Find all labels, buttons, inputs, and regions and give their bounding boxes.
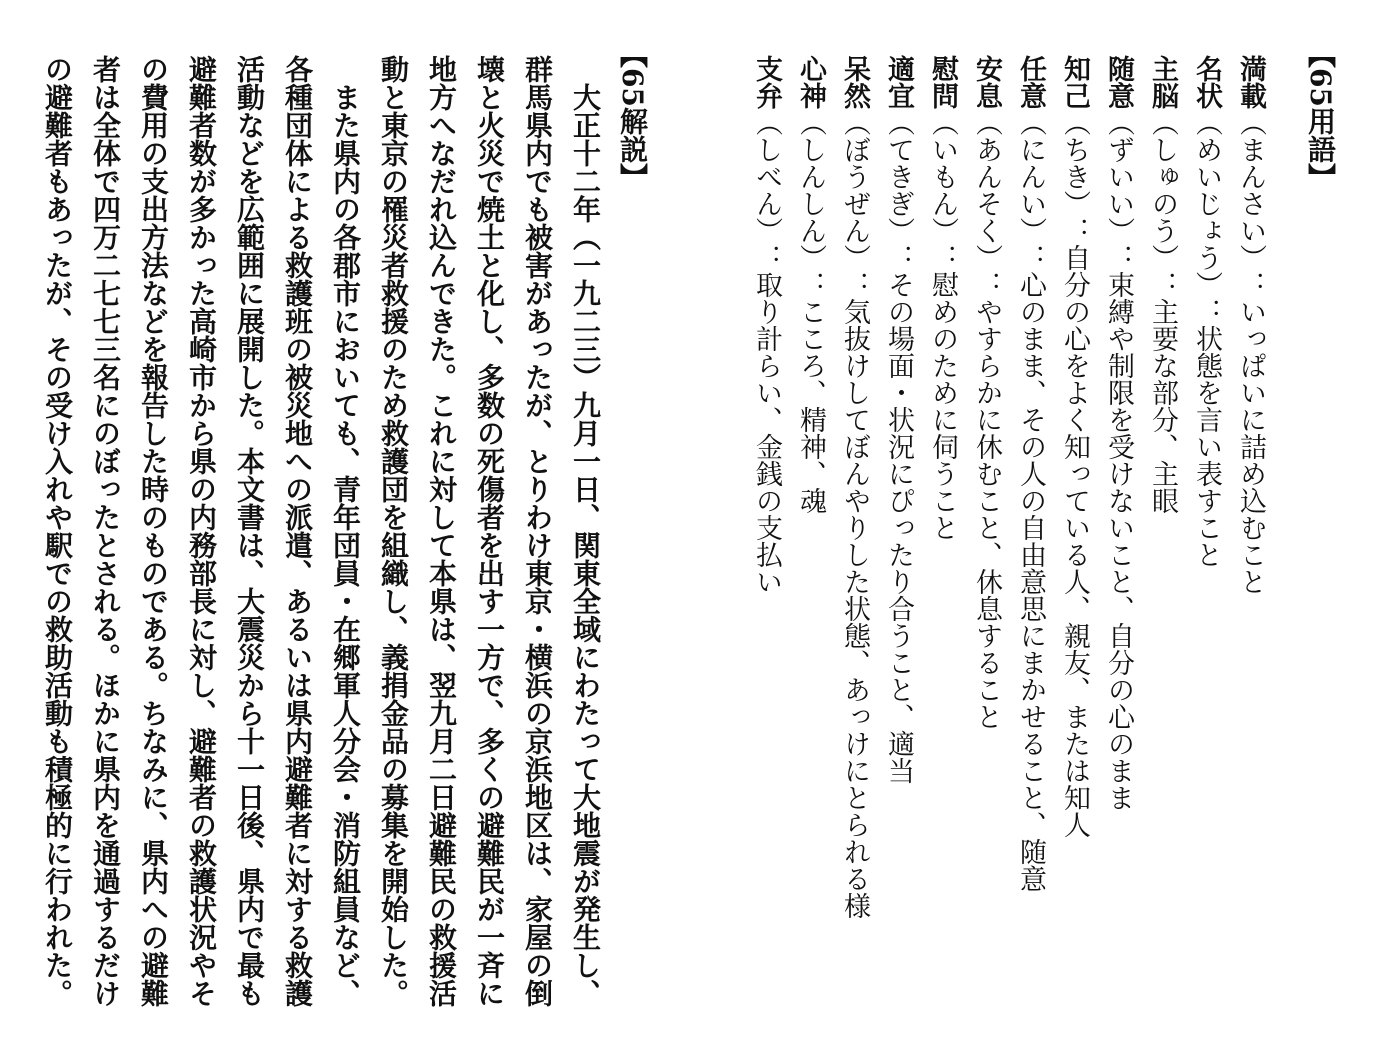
commentary-line: 地方へなだれ込んできた。これに対して本県は、翌九月二日避難民の救援活 — [425, 55, 458, 1007]
glossary-definition: （ちき）：自分の心をよく知っている人、親友、または知人 — [1059, 109, 1090, 838]
glossary-term: 随意 — [1103, 55, 1134, 109]
glossary-entry — [832, 55, 876, 1035]
glossary-entry — [1228, 55, 1272, 1035]
glossary-term: 呆然 — [839, 55, 870, 109]
glossary-term: 名状 — [1191, 55, 1222, 109]
glossary-entry — [1184, 55, 1228, 1035]
glossary-entry — [1140, 55, 1184, 1035]
glossary-heading: 【65用語】 — [1304, 40, 1337, 191]
commentary-line: 群馬県内でも被害があったが、とりわけ東京・横浜の京浜地区は、家屋の倒 — [521, 55, 554, 1007]
glossary-entry — [1008, 55, 1052, 1035]
commentary-line: 活動などを広範囲に展開した。本文書は、大震災から十一日後、県内で最も — [233, 55, 266, 1007]
commentary-heading: 【65解説】 — [616, 40, 649, 191]
glossary-term: 知己 — [1059, 55, 1090, 109]
commentary-line: 各種団体による救護班の被災地への派遣、あるいは県内避難者に対する救護 — [281, 55, 314, 1007]
glossary-definition: （いもん）：慰めのために伺うこと — [927, 109, 958, 541]
commentary-paragraph — [369, 55, 609, 1055]
commentary-line: 避難者数が多かった高崎市から県の内務部長に対し、避難者の救護状況やそ — [185, 55, 218, 1007]
commentary-line: の避難者もあったが、その受け入れや駅での救助活動も積極的に行われた。 — [41, 55, 74, 1007]
commentary-line: 大正十二年（一九二三）九月一日、関東全域にわたって大地震が発生し、 — [569, 83, 602, 1007]
commentary-line: の費用の支出方法などを報告した時のものである。ちなみに、県内への避難 — [137, 55, 170, 1007]
glossary-definition: （にんい）：心のまま、その人の自由意思にまかせること、随意 — [1015, 109, 1046, 892]
glossary-definition: （ぼうぜん）：気抜けしてぼんやりした状態、あっけにとられる様 — [839, 109, 870, 919]
commentary-section — [33, 55, 609, 1055]
glossary-term: 満載 — [1235, 55, 1266, 109]
commentary-paragraph — [33, 55, 369, 1055]
glossary-term: 支弁 — [751, 55, 782, 109]
glossary-entry — [876, 55, 920, 1035]
commentary-line: 者は全体で四万二七七三名にのぼったとされる。ほかに県内を通過するだけ — [89, 55, 122, 1007]
glossary-term: 適宜 — [883, 55, 914, 109]
commentary-line: また県内の各郡市においても、青年団員・在郷軍人分会・消防組員など、 — [329, 83, 362, 1007]
glossary-definition: （めいじょう）：状態を言い表すこと — [1191, 109, 1222, 568]
glossary-section — [744, 55, 1272, 1035]
glossary-term: 心神 — [795, 55, 826, 109]
glossary-entry — [964, 55, 1008, 1035]
glossary-entry — [1096, 55, 1140, 1035]
glossary-entry — [788, 55, 832, 1035]
glossary-definition: （しんしん）：こころ、精神、魂 — [795, 109, 826, 514]
glossary-term: 主脳 — [1147, 55, 1178, 109]
glossary-definition: （あんそく）：やすらかに休むこと、休息すること — [971, 109, 1002, 730]
glossary-entry — [920, 55, 964, 1035]
glossary-term: 安息 — [971, 55, 1002, 109]
commentary-line: 壊と火災で焼土と化し、多数の死傷者を出す一方で、多くの避難民が一斉に — [473, 55, 506, 1007]
glossary-term: 任意 — [1015, 55, 1046, 109]
commentary-line: 動と東京の罹災者救援のため救護団を組織し、義捐金品の募集を開始した。 — [377, 55, 410, 1007]
glossary-entry — [744, 55, 788, 1035]
glossary-definition: （しべん）：取り計らい、金銭の支払い — [751, 109, 782, 595]
glossary-definition: （ずいい）：束縛や制限を受けないこと、自分の心のまま — [1103, 109, 1134, 811]
glossary-definition: （てきぎ）：その場面・状況にぴったり合うこと、適当 — [883, 109, 914, 784]
glossary-definition: （しゅのう）：主要な部分、主眼 — [1147, 109, 1178, 514]
glossary-term: 慰問 — [927, 55, 958, 109]
glossary-entry — [1052, 55, 1096, 1035]
glossary-definition: （まんさい）：いっぱいに詰め込むこと — [1235, 109, 1266, 595]
